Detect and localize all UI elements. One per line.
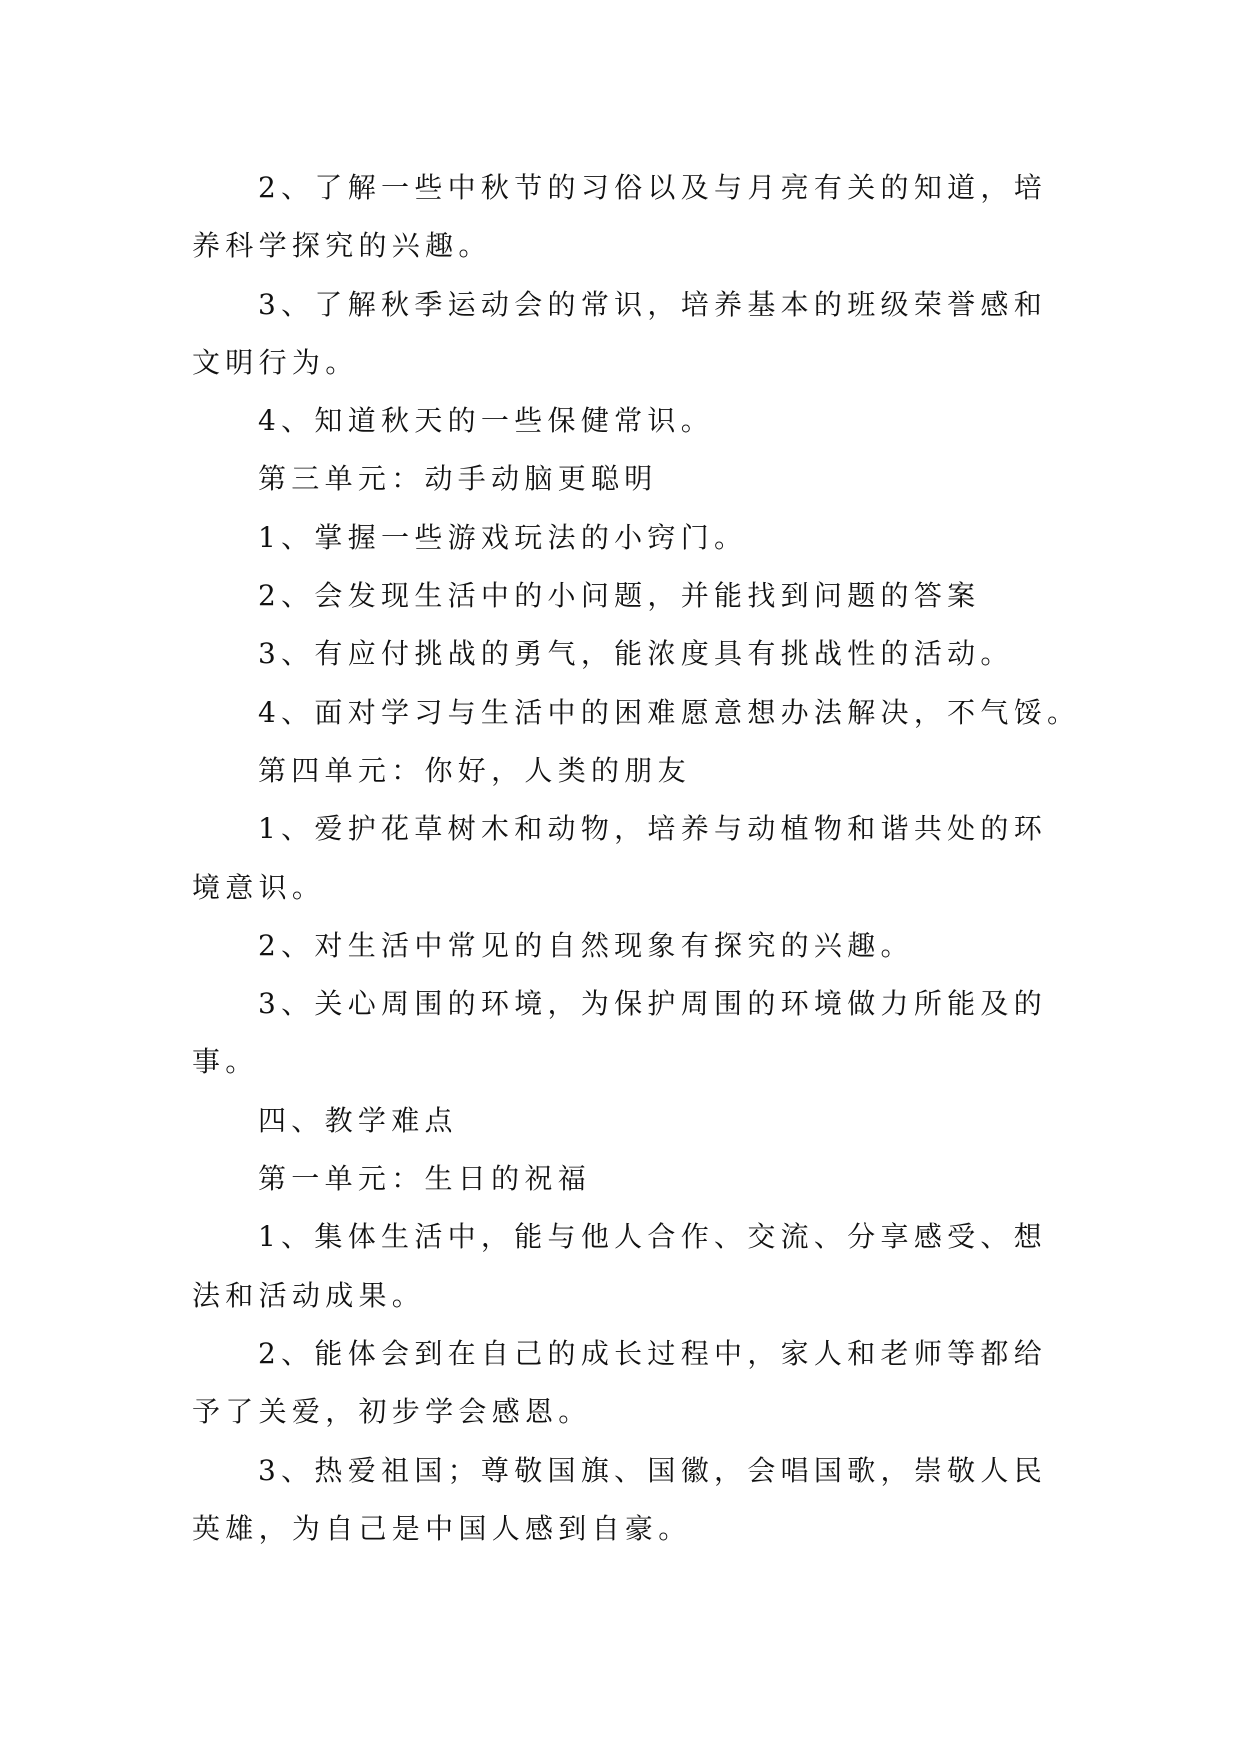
paragraph-line: 3、热爱祖国；尊敬国旗、国徽，会唱国歌，崇敬人民 — [258, 1453, 1048, 1487]
paragraph-line: 1、掌握一些游戏玩法的小窍门。 — [258, 520, 748, 554]
paragraph-line: 境意识。 — [192, 870, 326, 904]
paragraph — [192, 917, 1192, 975]
paragraph-line: 养科学探究的兴趣。 — [192, 229, 492, 263]
paragraph-line: 3、了解秋季运动会的常识，培养基本的班级荣誉感和 — [258, 287, 1048, 321]
unit-heading — [192, 1150, 1192, 1208]
paragraph-line: 4、知道秋天的一些保健常识。 — [258, 404, 715, 438]
document-body — [192, 159, 1192, 1558]
paragraph-line: 3、有应付挑战的勇气，能浓度具有挑战性的活动。 — [258, 637, 1014, 671]
paragraph-line: 2、了解一些中秋节的习俗以及与月亮有关的知道，培 — [258, 171, 1048, 204]
paragraph-line: 1、爱护花草树木和动物，培养与动植物和谐共处的环 — [258, 812, 1048, 846]
paragraph-line: 1、集体生活中，能与他人合作、交流、分享感受、想 — [258, 1220, 1048, 1254]
unit-heading — [192, 742, 1192, 800]
paragraph — [192, 276, 1192, 393]
section-heading — [192, 1092, 1192, 1150]
paragraph — [192, 1208, 1192, 1325]
paragraph — [192, 800, 1192, 917]
paragraph-line: 予了关爱，初步学会感恩。 — [192, 1395, 592, 1429]
paragraph-line: 2、对生活中常见的自然现象有探究的兴趣。 — [258, 928, 914, 962]
paragraph-line: 法和活动成果。 — [192, 1278, 426, 1312]
paragraph-line: 事。 — [192, 1045, 259, 1079]
paragraph-line: 3、关心周围的环境，为保护周围的环境做力所能及的 — [258, 987, 1048, 1021]
paragraph-line: 2、能体会到在自己的成长过程中，家人和老师等都给 — [258, 1336, 1048, 1370]
paragraph — [192, 1325, 1192, 1442]
paragraph-line: 文明行为。 — [192, 345, 359, 379]
paragraph — [192, 975, 1192, 1092]
paragraph-line: 第一单元：生日的祝福 — [258, 1162, 592, 1196]
paragraph — [192, 1442, 1192, 1559]
unit-heading — [192, 450, 1192, 508]
paragraph-line: 4、面对学习与生活中的困难愿意想办法解决，不气馁。 — [258, 695, 1081, 729]
paragraph-line: 第三单元：动手动脑更聪明 — [258, 462, 658, 496]
paragraph — [192, 684, 1192, 742]
paragraph — [192, 625, 1192, 683]
paragraph — [192, 509, 1192, 567]
paragraph — [192, 567, 1192, 625]
paragraph-line: 第四单元：你好，人类的朋友 — [258, 753, 691, 787]
paragraph — [192, 392, 1192, 450]
paragraph — [192, 159, 1192, 276]
paragraph-line: 2、会发现生活中的小问题，并能找到问题的答案 — [258, 579, 981, 613]
paragraph-line: 四、教学难点 — [258, 1103, 458, 1137]
paragraph-line: 英雄，为自己是中国人感到自豪。 — [192, 1511, 692, 1545]
